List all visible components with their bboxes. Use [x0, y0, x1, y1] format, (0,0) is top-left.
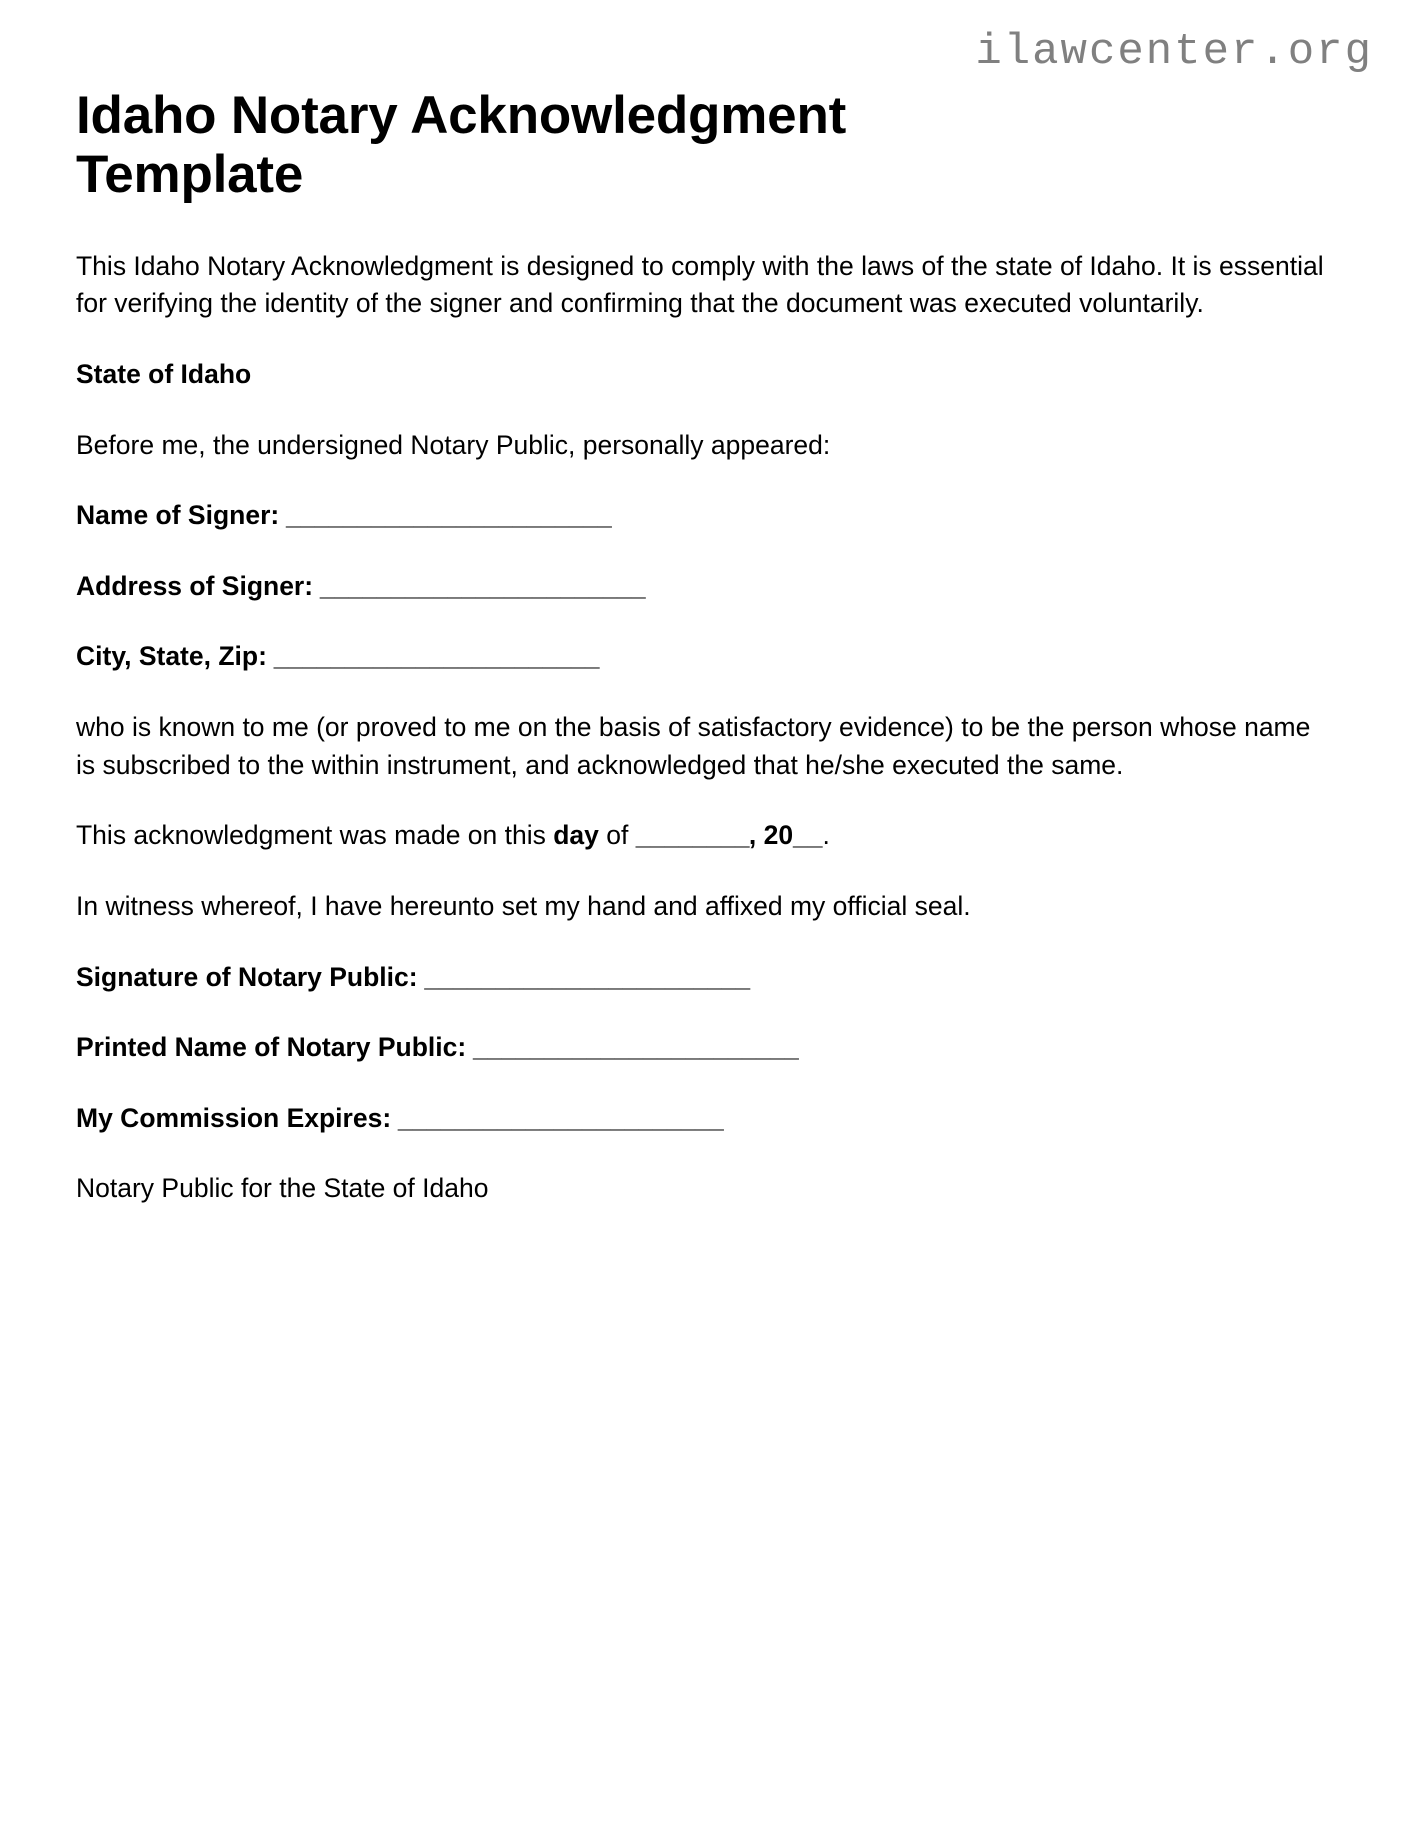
ack-day-bold: day — [553, 820, 599, 851]
page-title: Idaho Notary Acknowledgment Template — [76, 86, 847, 205]
spacer — [76, 394, 1336, 427]
field-label: Address of Signer: — [76, 570, 314, 601]
field-signature-of-notary — [76, 959, 1336, 997]
field-label: Printed Name of Notary Public: — [76, 1032, 467, 1063]
intro-paragraph: This Idaho Notary Acknowledgment is designed to comply with the laws of the state of Idaho. It is essential for verifying the identity of the signer and confirming that the document was executed voluntarily. — [76, 250, 1324, 319]
spacer — [76, 784, 1336, 817]
known-to-me-paragraph: who is known to me (or proved to me on the basis of satisfactory evidence) to be the person whose name is subscribed to the within instrument, and acknowledged that he/she executed the same. — [76, 712, 1311, 780]
acknowledgment-date-line — [76, 817, 1336, 855]
field-blank[interactable]: _______________________ — [397, 1102, 724, 1133]
spacer — [76, 205, 1336, 248]
ack-prefix: This acknowledgment was made on this — [76, 820, 554, 851]
ack-date-blank[interactable]: ________ — [635, 820, 749, 851]
spacer — [76, 996, 1336, 1029]
ack-middle: of — [598, 820, 636, 851]
ack-period: . — [822, 820, 830, 851]
field-blank[interactable]: _______________________ — [273, 641, 599, 672]
field-city-state-zip — [76, 638, 1336, 676]
spacer — [76, 1067, 1336, 1100]
ack-comma: , — [748, 820, 764, 851]
spacer — [76, 464, 1336, 497]
spacer — [76, 676, 1336, 709]
field-label: City, State, Zip: — [76, 641, 267, 672]
document-body — [76, 86, 1336, 1208]
spacer — [76, 535, 1336, 568]
footer-line: Notary Public for the State of Idaho — [76, 1173, 489, 1204]
spacer — [76, 605, 1336, 638]
field-commission-expires — [76, 1100, 1336, 1138]
field-label: My Commission Expires: — [76, 1102, 392, 1133]
spacer — [76, 1137, 1336, 1170]
field-blank[interactable]: _______________________ — [285, 500, 612, 531]
field-name-of-signer — [76, 497, 1336, 535]
field-blank[interactable]: _______________________ — [319, 570, 646, 601]
field-blank[interactable]: _______________________ — [472, 1032, 799, 1063]
field-label: Name of Signer: — [76, 500, 280, 531]
spacer — [76, 926, 1336, 959]
field-label: Signature of Notary Public: — [76, 961, 418, 992]
field-address-of-signer — [76, 568, 1336, 606]
site-watermark: ilawcenter.org — [975, 27, 1373, 77]
before-me-line: Before me, the undersigned Notary Public, personally appeared: — [76, 429, 831, 460]
witness-line: In witness whereof, I have hereunto set my hand and affixed my official seal. — [76, 890, 971, 921]
field-blank[interactable]: _______________________ — [424, 961, 750, 992]
spacer — [76, 855, 1336, 888]
field-printed-name-of-notary — [76, 1029, 1336, 1067]
state-heading: State of Idaho — [76, 358, 252, 389]
ack-year-bold[interactable]: 20__ — [763, 820, 823, 851]
spacer — [76, 323, 1336, 356]
